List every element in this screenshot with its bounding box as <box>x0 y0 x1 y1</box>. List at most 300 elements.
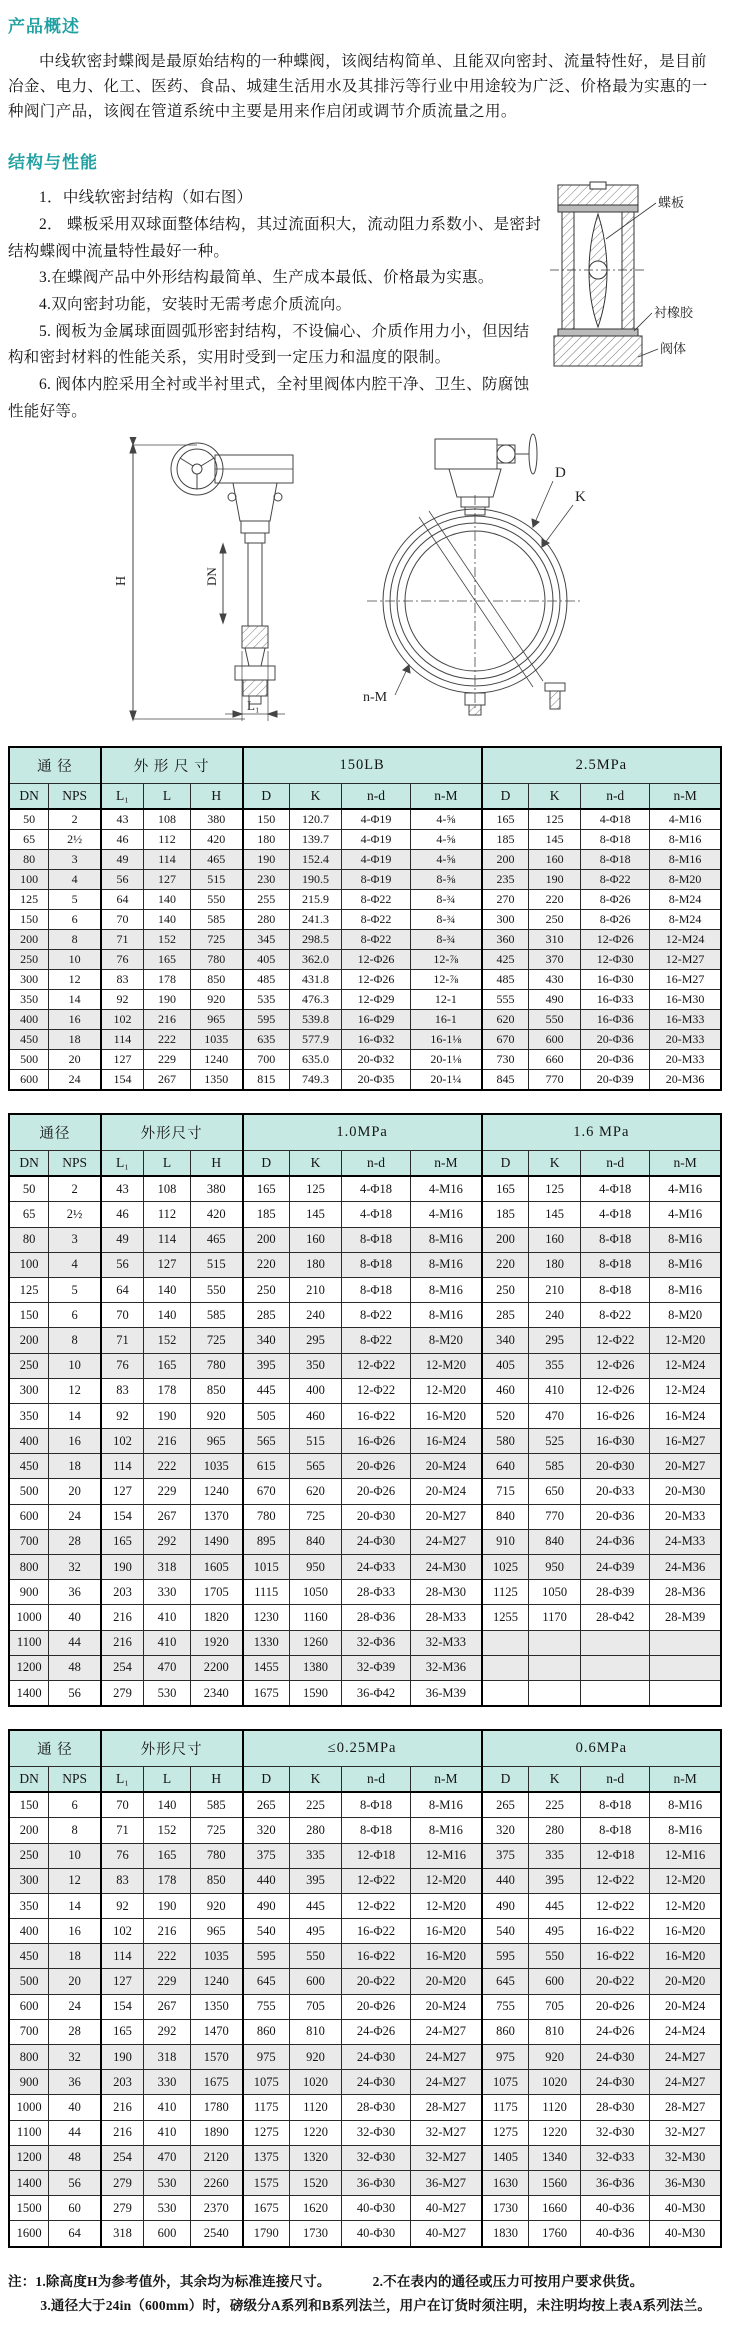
table-cell: 300 <box>482 910 529 930</box>
table-150lb-2.5mpa <box>8 746 722 1091</box>
table-cell: 114 <box>101 1454 144 1479</box>
table-cell: 4-Φ18 <box>341 1202 410 1227</box>
table-cell: 36-Φ42 <box>341 1680 410 1706</box>
table-row <box>9 1944 721 1969</box>
table-cell: 16-M20 <box>411 1403 482 1428</box>
table-cell: 4-Φ18 <box>341 1176 410 1202</box>
table-cell: 840 <box>289 1529 341 1554</box>
column-group-header: 通径 <box>9 1114 101 1151</box>
table-cell: 14 <box>49 1893 101 1918</box>
table-cell: 279 <box>101 1680 144 1706</box>
table-cell: 1375 <box>243 2145 290 2170</box>
table-cell: 12-M24 <box>650 1378 721 1403</box>
table-cell: 600 <box>289 1969 341 1994</box>
table-cell: 1050 <box>289 1580 341 1605</box>
table-cell: 32 <box>49 2045 101 2070</box>
table-cell: 185 <box>243 1202 290 1227</box>
column-header: n-M <box>650 1151 721 1177</box>
table-cell: 8 <box>49 1328 101 1353</box>
table-cell: 445 <box>289 1893 341 1918</box>
table-cell: 850 <box>191 1868 243 1893</box>
table-cell: 600 <box>9 1070 49 1091</box>
table-cell: 550 <box>191 1277 243 1302</box>
table-cell: 49 <box>101 850 144 870</box>
table-cell: 1490 <box>191 1529 243 1554</box>
dim-label-l1: L₁ <box>247 698 260 714</box>
table-cell: 395 <box>289 1868 341 1893</box>
table-cell: 254 <box>101 1655 144 1680</box>
table-cell: 1120 <box>289 2095 341 2120</box>
table-row <box>9 1792 721 1818</box>
table-cell: 8-M24 <box>650 890 721 910</box>
table-cell: 24-Φ36 <box>581 1529 650 1554</box>
table-cell: 28-Φ33 <box>341 1580 410 1605</box>
table-cell: 840 <box>529 1529 581 1554</box>
table-row <box>9 870 721 890</box>
table-cell: 32-Φ39 <box>341 1655 410 1680</box>
table-cell: 114 <box>144 1227 191 1252</box>
table-cell: 800 <box>9 1555 49 1580</box>
table-cell: 279 <box>101 2170 144 2195</box>
table-cell: 16-Φ26 <box>581 1403 650 1428</box>
column-header: D <box>482 784 529 810</box>
table-cell: 8 <box>49 1818 101 1843</box>
table-cell: 670 <box>482 1030 529 1050</box>
table-cell: 24-Φ30 <box>581 2045 650 2070</box>
table-cell: 48 <box>49 1655 101 1680</box>
table-cell: 18 <box>49 1030 101 1050</box>
table-cell: 60 <box>49 2196 101 2221</box>
table-cell: 28-M39 <box>650 1605 721 1630</box>
feature-item-1: 1．中线软密封结构（如右图） <box>39 189 253 207</box>
table-cell: 1760 <box>529 2221 581 2247</box>
table-cell: 20-Φ39 <box>581 1070 650 1091</box>
table-cell: 76 <box>101 1353 144 1378</box>
table-cell: 32 <box>49 1555 101 1580</box>
table-cell: 800 <box>9 2045 49 2070</box>
table-cell: 152 <box>144 1818 191 1843</box>
dim-label-d: D <box>555 465 566 482</box>
table-cell: 140 <box>144 1277 191 1302</box>
table-cell: 400 <box>289 1378 341 1403</box>
table-cell: 8-Φ18 <box>581 830 650 850</box>
table-cell: 24-M24 <box>650 2019 721 2044</box>
table-cell: 362.0 <box>289 950 341 970</box>
table-cell: 780 <box>191 1843 243 1868</box>
table-cell: 505 <box>243 1403 290 1428</box>
table-cell: 40-M27 <box>411 2221 482 2247</box>
table-cell: 222 <box>144 1030 191 1050</box>
table-row <box>9 1303 721 1328</box>
table-cell: 645 <box>243 1969 290 1994</box>
table-cell: 150 <box>243 809 290 830</box>
table-cell: 20-Φ26 <box>341 1454 410 1479</box>
table-cell: 4-M16 <box>411 1176 482 1202</box>
table-cell: 465 <box>191 850 243 870</box>
table-cell <box>482 1680 529 1706</box>
table-cell: 330 <box>144 2070 191 2095</box>
table-1.0mpa-1.6mpa <box>8 1113 722 1707</box>
table-cell: 16-M20 <box>650 1944 721 1969</box>
table-cell: 24-Φ26 <box>341 2019 410 2044</box>
table-cell: 180 <box>243 830 290 850</box>
column-header: n-d <box>341 1151 410 1177</box>
table-cell: 20-Φ36 <box>581 1030 650 1050</box>
column-header: n-d <box>581 784 650 810</box>
table-cell: 375 <box>243 1843 290 1868</box>
table-row <box>9 950 721 970</box>
table-cell: 2540 <box>191 2221 243 2247</box>
table-cell: 32-Φ33 <box>581 2145 650 2170</box>
table-0.25mpa-0.6mpa <box>8 1729 722 2247</box>
table-cell: 650 <box>529 1479 581 1504</box>
feature-item-2: 2． 蝶板采用双球面整体结构，其过流面积大，流动阻力系数小、是密封结构蝶阀中流量特性最好一种。 <box>8 215 542 260</box>
table-cell: 515 <box>191 870 243 890</box>
table-cell: 180 <box>289 1252 341 1277</box>
table-cell: 216 <box>101 2120 144 2145</box>
table-cell: 335 <box>529 1843 581 1868</box>
column-header: L <box>144 1151 191 1177</box>
table-cell: 1240 <box>191 1479 243 1504</box>
table-row <box>9 830 721 850</box>
table-cell: 530 <box>144 2170 191 2195</box>
table-cell: 40-Φ36 <box>581 2196 650 2221</box>
table-cell: 254 <box>101 2145 144 2170</box>
table-cell: 32-Φ36 <box>341 1630 410 1655</box>
table-row <box>9 1176 721 1202</box>
table-cell: 1115 <box>243 1580 290 1605</box>
table-row <box>9 1429 721 1454</box>
table-cell: 36-M39 <box>411 1680 482 1706</box>
table-cell: 127 <box>101 1479 144 1504</box>
table-cell: 1675 <box>243 2196 290 2221</box>
table-row <box>9 1504 721 1529</box>
column-group-header: 外形尺寸 <box>101 1730 243 1767</box>
table-cell: 203 <box>101 2070 144 2095</box>
table-cell: 20 <box>49 1969 101 1994</box>
table-cell: 350 <box>289 1353 341 1378</box>
table-cell: 216 <box>144 1429 191 1454</box>
table-cell: 485 <box>243 970 290 990</box>
table-cell: 165 <box>482 1176 529 1202</box>
table-cell: 165 <box>144 1353 191 1378</box>
table-cell: 670 <box>243 1479 290 1504</box>
table-cell: 550 <box>191 890 243 910</box>
column-header: D <box>243 784 290 810</box>
column-header: D <box>243 1151 290 1177</box>
table-cell: 5 <box>49 1277 101 1302</box>
table-cell: 585 <box>529 1454 581 1479</box>
table-cell: 950 <box>289 1555 341 1580</box>
table-cell: 20-Φ30 <box>341 1504 410 1529</box>
table-cell: 8-Φ18 <box>581 1252 650 1277</box>
table-cell: 2370 <box>191 2196 243 2221</box>
table-cell: 270 <box>482 890 529 910</box>
table-cell: 3 <box>49 850 101 870</box>
table-cell: 565 <box>243 1429 290 1454</box>
table-cell: 71 <box>101 1328 144 1353</box>
table-cell: 8-Φ22 <box>341 1328 410 1353</box>
table-cell: 2340 <box>191 1680 243 1706</box>
table-cell: 165 <box>101 1529 144 1554</box>
table-cell: 20-Φ22 <box>341 1969 410 1994</box>
table-cell: 12-Φ26 <box>341 950 410 970</box>
table-cell: 215.9 <box>289 890 341 910</box>
table-cell: 20-M27 <box>650 1454 721 1479</box>
table-cell: 8-M16 <box>650 1277 721 1302</box>
column-header: n-M <box>411 784 482 810</box>
table-cell: 1470 <box>191 2019 243 2044</box>
table-cell: 70 <box>101 1792 144 1818</box>
table-cell: 715 <box>482 1479 529 1504</box>
table-cell: 1020 <box>289 2070 341 2095</box>
table-cell: 580 <box>482 1429 529 1454</box>
table-row <box>9 1479 721 1504</box>
table-cell: 280 <box>529 1818 581 1843</box>
table-cell: 900 <box>9 1580 49 1605</box>
table-cell: 8-Φ19 <box>341 870 410 890</box>
table-cell: 16-Φ22 <box>341 1944 410 1969</box>
table-cell: 20-1⅛ <box>411 1050 482 1070</box>
table-row <box>9 1630 721 1655</box>
table-cell: 845 <box>482 1070 529 1091</box>
table-cell: 1220 <box>529 2120 581 2145</box>
table-cell: 152.4 <box>289 850 341 870</box>
table-cell: 12-M24 <box>650 930 721 950</box>
table-cell <box>650 1680 721 1706</box>
table-cell: 229 <box>144 1479 191 1504</box>
table-cell: 12-M20 <box>650 1893 721 1918</box>
table-cell: 20 <box>49 1050 101 1070</box>
table-row <box>9 1252 721 1277</box>
table-cell: 8-M16 <box>650 1252 721 1277</box>
label-disc: 蝶板 <box>658 195 685 211</box>
table-cell: 1320 <box>289 2145 341 2170</box>
table-cell: 405 <box>243 950 290 970</box>
table-cell: 350 <box>9 990 49 1010</box>
table-cell: 28 <box>49 2019 101 2044</box>
table-cell: 12-⅞ <box>411 970 482 990</box>
table-cell: 92 <box>101 990 144 1010</box>
table-cell: 620 <box>289 1479 341 1504</box>
table-cell: 1790 <box>243 2221 290 2247</box>
table-cell: 8-Φ18 <box>581 1792 650 1818</box>
table-cell: 28-Φ36 <box>341 1605 410 1630</box>
feature-item-6: 6. 阀体内腔采用全衬或半衬里式，全衬里阀体内腔干净、卫生、防腐蚀性能好等。 <box>8 375 530 420</box>
table-cell: 525 <box>529 1429 581 1454</box>
table-cell: 12-Φ18 <box>581 1843 650 1868</box>
table-cell: 64 <box>101 1277 144 1302</box>
table-cell: 395 <box>243 1353 290 1378</box>
table-cell: 56 <box>49 2170 101 2195</box>
section-heading-structure: 结构与性能 <box>8 153 98 173</box>
table-cell: 20-Φ22 <box>581 1969 650 1994</box>
table-cell: 160 <box>529 850 581 870</box>
table-cell: 112 <box>144 830 191 850</box>
table-cell: 1730 <box>482 2196 529 2221</box>
dimension-table-0.25mpa-0.6mpa <box>8 1729 722 2247</box>
table-cell: 40 <box>49 2095 101 2120</box>
table-cell: 48 <box>49 2145 101 2170</box>
table-cell: 770 <box>529 1504 581 1529</box>
table-cell: 65 <box>9 1202 49 1227</box>
table-cell: 24-M36 <box>650 1555 721 1580</box>
table-cell: 345 <box>243 930 290 950</box>
table-cell: 440 <box>243 1868 290 1893</box>
table-cell: 154 <box>101 1070 144 1091</box>
table-cell: 240 <box>289 1303 341 1328</box>
table-cell: 18 <box>49 1944 101 1969</box>
table-cell: 565 <box>289 1454 341 1479</box>
table-cell: 36-M30 <box>650 2170 721 2195</box>
table-cell: 145 <box>529 1202 581 1227</box>
table-cell: 28-Φ39 <box>581 1580 650 1605</box>
table-cell: 965 <box>191 1010 243 1030</box>
table-cell: 127 <box>144 870 191 890</box>
table-cell: 250 <box>9 950 49 970</box>
table-cell: 1100 <box>9 1630 49 1655</box>
table-cell: 1125 <box>482 1580 529 1605</box>
table-cell: 83 <box>101 1378 144 1403</box>
table-cell: 76 <box>101 950 144 970</box>
table-cell: 32-M33 <box>411 1630 482 1655</box>
table-cell: 80 <box>9 850 49 870</box>
table-cell: 850 <box>191 970 243 990</box>
table-cell: 16-1⅛ <box>411 1030 482 1050</box>
table-cell: 490 <box>529 990 581 1010</box>
table-cell: 12-Φ22 <box>341 1378 410 1403</box>
table-row <box>9 990 721 1010</box>
table-cell: 520 <box>482 1403 529 1428</box>
table-cell: 595 <box>243 1010 290 1030</box>
table-cell: 46 <box>101 830 144 850</box>
table-cell: 24-Φ30 <box>341 1529 410 1554</box>
table-cell: 815 <box>243 1070 290 1091</box>
table-cell: 320 <box>482 1818 529 1843</box>
table-cell: 40 <box>49 1605 101 1630</box>
table-cell: 265 <box>243 1792 290 1818</box>
table-cell: 500 <box>9 1479 49 1504</box>
table-cell: 295 <box>289 1328 341 1353</box>
table-cell: 4-Φ18 <box>581 1202 650 1227</box>
table-cell: 1405 <box>482 2145 529 2170</box>
table-row <box>9 1277 721 1302</box>
table-cell: 780 <box>243 1504 290 1529</box>
table-cell: 1000 <box>9 2095 49 2120</box>
table-cell: 12-Φ22 <box>581 1893 650 1918</box>
table-cell: 4-⅝ <box>411 809 482 830</box>
column-header: n-d <box>581 1767 650 1793</box>
table-cell: 165 <box>101 2019 144 2044</box>
table-cell: 8-Φ22 <box>341 890 410 910</box>
table-cell: 255 <box>243 890 290 910</box>
table-cell: 725 <box>191 1328 243 1353</box>
table-cell: 56 <box>101 870 144 890</box>
table-cell: 6 <box>49 1792 101 1818</box>
table-cell: 16-Φ30 <box>581 970 650 990</box>
table-cell: 8-M16 <box>411 1252 482 1277</box>
table-cell: 1075 <box>482 2070 529 2095</box>
table-cell: 600 <box>529 1969 581 1994</box>
table-cell: 229 <box>144 1050 191 1070</box>
table-cell: 36 <box>49 1580 101 1605</box>
table-cell: 965 <box>191 1429 243 1454</box>
table-row <box>9 970 721 990</box>
table-cell: 165 <box>144 950 191 970</box>
table-cell: 108 <box>144 1176 191 1202</box>
table-row <box>9 809 721 830</box>
table-cell: 150 <box>9 1303 49 1328</box>
table-cell: 635 <box>243 1030 290 1050</box>
table-cell: 900 <box>9 2070 49 2095</box>
column-header: H <box>191 784 243 810</box>
table-cell: 4-Φ18 <box>581 1176 650 1202</box>
table-cell: 1675 <box>191 2070 243 2095</box>
table-cell: 12 <box>49 970 101 990</box>
table-cell: 600 <box>9 1994 49 2019</box>
table-cell: 20-M24 <box>411 1479 482 1504</box>
table-cell: 200 <box>243 1227 290 1252</box>
table-cell: 530 <box>144 2196 191 2221</box>
table-cell: 5 <box>49 890 101 910</box>
table-cell: 8-M16 <box>650 1227 721 1252</box>
table-cell: 127 <box>144 1252 191 1277</box>
table-cell: 40-Φ30 <box>341 2221 410 2247</box>
table-cell: 12-Φ22 <box>581 1868 650 1893</box>
table-cell: 1400 <box>9 2170 49 2195</box>
table-cell <box>581 1655 650 1680</box>
table-cell: 1380 <box>289 1655 341 1680</box>
table-cell: 550 <box>529 1010 581 1030</box>
table-cell: 400 <box>9 1919 49 1944</box>
table-cell: 140 <box>144 1792 191 1818</box>
table-cell: 4 <box>49 870 101 890</box>
table-cell: 24-Φ30 <box>341 2045 410 2070</box>
table-cell: 12-Φ26 <box>581 930 650 950</box>
table-cell: 20-Φ36 <box>581 1050 650 1070</box>
table-cell: 12-Φ22 <box>341 1353 410 1378</box>
table-cell: 440 <box>482 1868 529 1893</box>
table-cell: 20-M24 <box>411 1454 482 1479</box>
column-header: NPS <box>49 1767 101 1793</box>
table-cell: 1175 <box>482 2095 529 2120</box>
table-row <box>9 850 721 870</box>
table-cell: 40-M27 <box>411 2196 482 2221</box>
table-cell: 285 <box>243 1303 290 1328</box>
table-cell: 24 <box>49 1070 101 1091</box>
table-cell: 400 <box>9 1429 49 1454</box>
table-cell: 16-Φ22 <box>581 1919 650 1944</box>
table-cell: 8-M16 <box>411 1277 482 1302</box>
table-cell: 125 <box>529 1176 581 1202</box>
table-cell: 4-⅝ <box>411 830 482 850</box>
table-cell: 1260 <box>289 1630 341 1655</box>
footnotes <box>8 2270 722 2319</box>
table-cell: 16-Φ26 <box>341 1429 410 1454</box>
table-cell: 300 <box>9 1378 49 1403</box>
table-cell: 16-M27 <box>650 970 721 990</box>
table-row <box>9 890 721 910</box>
table-cell: 340 <box>243 1328 290 1353</box>
table-row <box>9 1555 721 1580</box>
table-cell: 1340 <box>529 2145 581 2170</box>
table-cell: 4-Φ19 <box>341 850 410 870</box>
table-row <box>9 1010 721 1030</box>
table-cell: 12 <box>49 1378 101 1403</box>
table-cell: 550 <box>289 1944 341 1969</box>
table-cell: 8 <box>49 930 101 950</box>
table-cell: 1350 <box>191 1994 243 2019</box>
